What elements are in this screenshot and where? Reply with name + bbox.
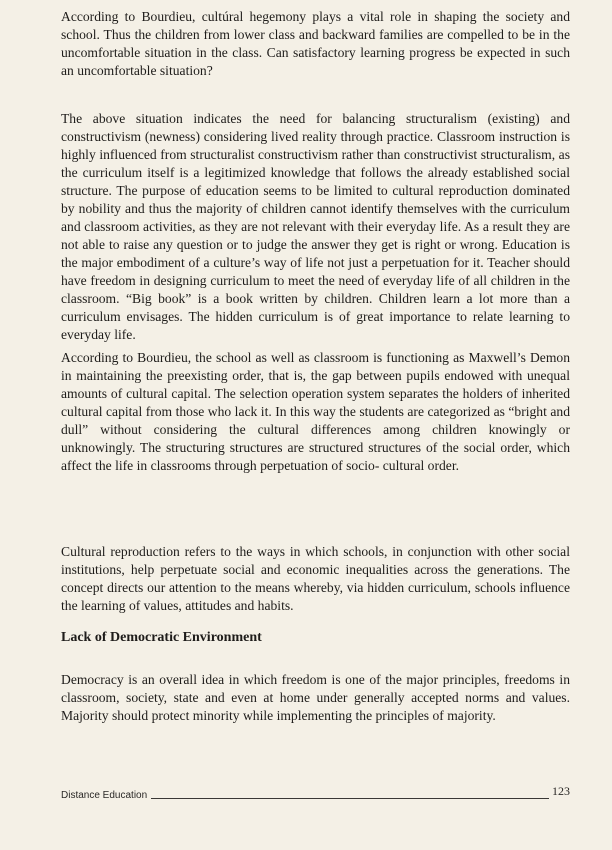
section-heading: Lack of Democratic Environment bbox=[61, 630, 262, 645]
paragraph-maxwells-demon: According to Bourdieu, the school as well as classroom is functioning as Maxwell’s Demon in maintaining the preexisting order, that is, the gap between pupils endowed with unequal amounts of cultural capital. The selection operation system separates the holders of inherited cultural capital from those who lack it. In this way the students are categorized as “bright and dull” without considering the cultural differences among children knowingly or unknowingly. The structuring structures are structured structures of the social order, which affect the life in classrooms through perpetuation of socio- cultural order. bbox=[61, 350, 570, 473]
page-footer bbox=[61, 786, 570, 801]
paragraph-cultural-reproduction: Cultural reproduction refers to the ways in which schools, in conjunction with other social institutions, help perpetuate social and economic inequalities across the generations. The concept directs our attention to the means whereby, via hidden curriculum, schools influence the learning of values, attitudes and habits. bbox=[61, 544, 570, 613]
paragraph-bourdieu-hegemony: According to Bourdieu, cultúral hegemony plays a vital role in shaping the society and school. Thus the children from lower class and backward families are compelled to be in the uncomfortable situation in the class. Can satisfactory learning progress be expected in such an uncomfortable situation? bbox=[61, 9, 570, 78]
page-number: 123 bbox=[552, 784, 570, 798]
footer-rule bbox=[151, 797, 549, 799]
footer-label: Distance Education bbox=[61, 790, 148, 801]
paragraph-democracy: Democracy is an overall idea in which freedom is one of the major principles, freedoms in classroom, society, state and even at home under generally accepted norms and values. Majority should protect minority while implementing the principles of majority. bbox=[61, 672, 570, 723]
paragraph-structuralism-constructivism: The above situation indicates the need for balancing structuralism (existing) and constructivism (newness) considering lived reality through practice. Classroom instruction is highly influenced from structuralist constructivism rather than constructivist structuralism, as the curriculum itself is a legitimized knowledge that follows the already established social structure. The purpose of education seems to be limited to cultural reproduction dominated by nobility and thus the majority of children cannot identify themselves with the curriculum and classroom activities, as they are not relevant with their everyday life. As a result they are not able to raise any question or to judge the answer they get is right or wrong. Education is the major embodiment of a culture’s way of life not just a perpetuation for it. Teacher should have freedom in designing curriculum to meet the need of everyday life of all children in the classroom. “Big book” is a book written by children. Children learn a lot more than a curriculum envisages. The hidden curriculum is of great importance to relate learning to everyday life. bbox=[61, 111, 570, 342]
